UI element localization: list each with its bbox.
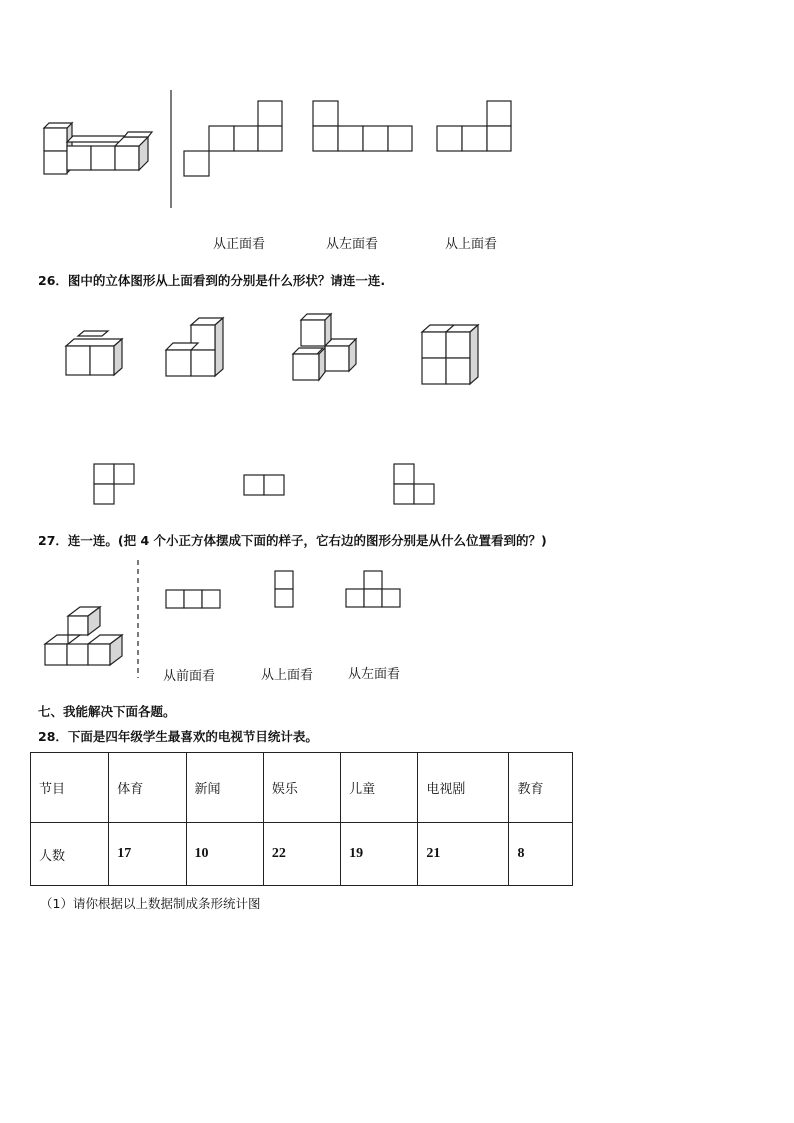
cube-solid-figure-q25 bbox=[40, 120, 160, 180]
table-cell: 节目 bbox=[31, 753, 109, 823]
table-cell: 新闻 bbox=[186, 753, 263, 823]
section-7-heading: 七、我能解决下面各题。 bbox=[38, 704, 176, 719]
table-cell: 21 bbox=[418, 823, 509, 886]
table-cell: 体育 bbox=[109, 753, 186, 823]
tv-program-stat-table bbox=[30, 752, 573, 886]
divider-line-q25 bbox=[170, 90, 174, 210]
view-label-top-q27: 从上面看 bbox=[261, 668, 314, 683]
question-28-sub-1: （1）请你根据以上数据制成条形统计图 bbox=[40, 896, 261, 911]
view-label-left: 从左面看 bbox=[326, 237, 379, 252]
view-shape-c-q27 bbox=[345, 570, 403, 610]
view-label-left-q27: 从左面看 bbox=[348, 667, 401, 682]
view-label-top: 从上面看 bbox=[445, 237, 498, 252]
question-28: 28．下面是四年级学生最喜欢的电视节目统计表。 bbox=[38, 729, 318, 744]
table-cell: 儿童 bbox=[341, 753, 418, 823]
table-row-header bbox=[31, 753, 573, 823]
table-cell: 22 bbox=[263, 823, 340, 886]
table-cell: 17 bbox=[109, 823, 186, 886]
table-cell: 电视剧 bbox=[418, 753, 509, 823]
solid-figure-q27 bbox=[44, 606, 126, 668]
table-row-data bbox=[31, 823, 573, 886]
view-label-front-q27: 从前面看 bbox=[163, 669, 216, 684]
view-shape-a-q27 bbox=[165, 589, 223, 611]
table-cell: 19 bbox=[341, 823, 418, 886]
view-shape-c-q25 bbox=[436, 100, 514, 154]
table-cell: 教育 bbox=[509, 753, 573, 823]
top-view-option-2-q26 bbox=[243, 474, 287, 498]
top-view-option-1-q26 bbox=[93, 463, 137, 507]
view-label-front: 从正面看 bbox=[213, 237, 266, 252]
top-view-option-3-q26 bbox=[393, 463, 437, 507]
solid-figure-2-q26 bbox=[162, 317, 228, 381]
table-cell: 娱乐 bbox=[263, 753, 340, 823]
view-shape-b-q27 bbox=[274, 570, 296, 610]
table-cell: 人数 bbox=[31, 823, 109, 886]
table-cell: 8 bbox=[509, 823, 573, 886]
view-shape-b-q25 bbox=[312, 100, 414, 154]
solid-figure-1-q26 bbox=[62, 330, 128, 380]
solid-figure-4-q26 bbox=[418, 324, 484, 388]
table-cell: 10 bbox=[186, 823, 263, 886]
solid-figure-3-q26 bbox=[290, 312, 364, 382]
view-shape-a-q25 bbox=[183, 100, 283, 178]
question-27: 27．连一连。(把 4 个小正方体摆成下面的样子，它右边的图形分别是从什么位置看到的？) bbox=[38, 533, 547, 548]
question-26: 26．图中的立体图形从上面看到的分别是什么形状？请连一连. bbox=[38, 273, 386, 288]
dashed-divider-q27 bbox=[135, 560, 141, 680]
